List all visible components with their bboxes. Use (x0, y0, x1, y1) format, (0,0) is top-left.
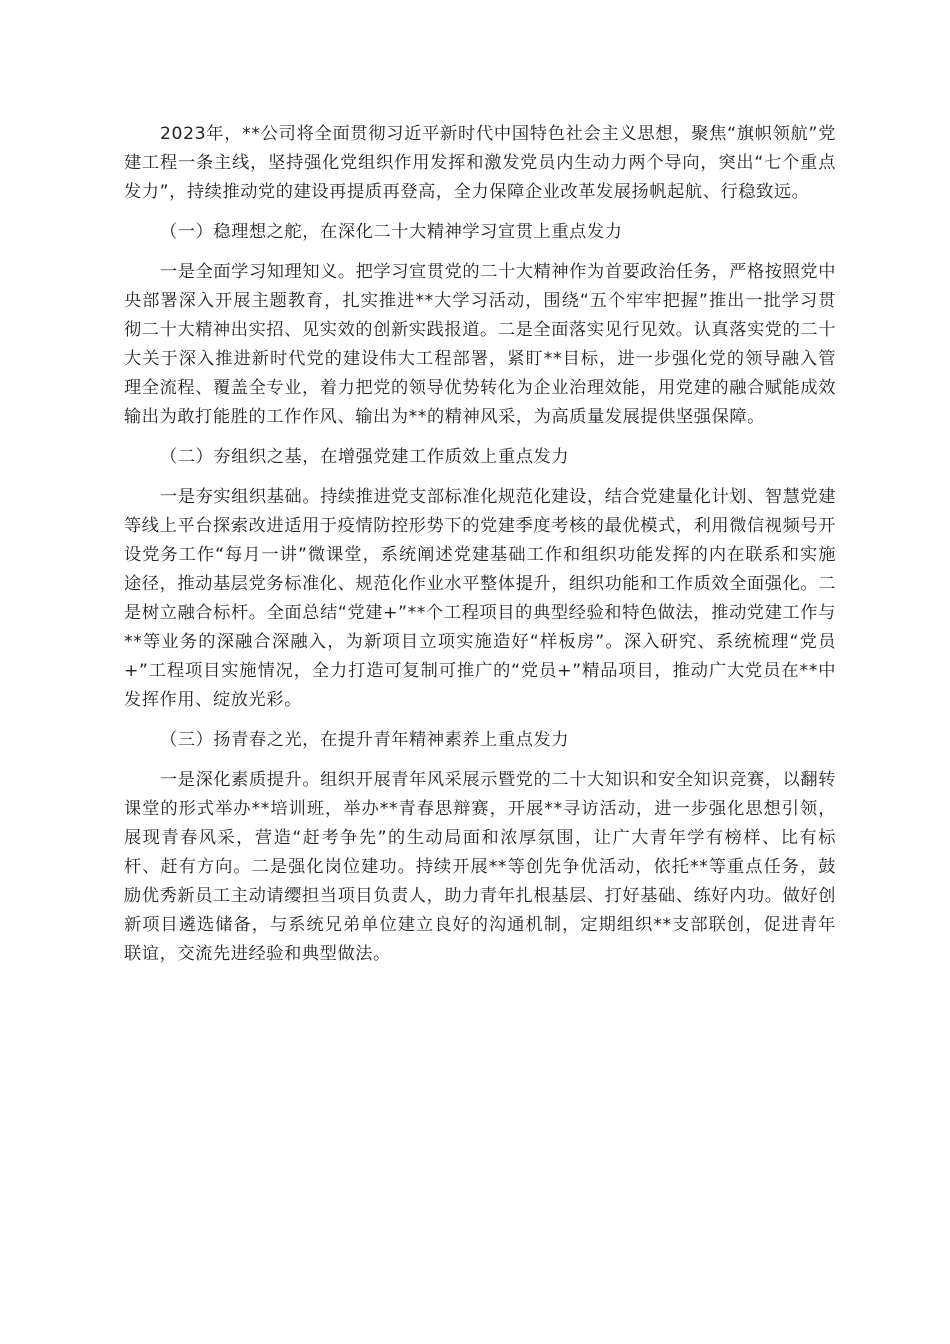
section-heading-1: （一）稳理想之舵，在深化二十大精神学习宣贯上重点发力 (160, 222, 623, 242)
section-body-2: 一是夯实组织基础。持续推进党支部标准化规范化建设，结合党建量化计划、智慧党建等线上平台探索改进适用于疫情防控形势下的党建季度考核的最优模式，利用微信视频号开设党务工作“每月一讲”微课堂，系统阐述党建基础工作和组织功能发挥的内在联系和实施途径，推动基层党务标准化、规范化作业水平整体提升，组织功能和工作质效全面强化。二是树立融合标杆。全面总结“党建+”**个工程项目的典型经验和特色做法，推动党建工作与**等业务的深融合深融入，为新项目立项实施造好“样板房”。深入研究、系统梳理“党员+”工程项目实施情况，全力打造可复制可推广的“党员+”精品项目，推动广大党员在**中发挥作用、绽放光彩。 (124, 487, 836, 710)
document-body (124, 120, 836, 980)
section-body-1: 一是全面学习知理知义。把学习宣贯党的二十大精神作为首要政治任务，严格按照党中央部署深入开展主题教育，扎实推进**大学习活动，围绕“五个牢牢把握”推出一批学习贯彻二十大精神出实招、见实效的创新实践报道。二是全面落实见行见效。认真落实党的二十大关于深入推进新时代党的建设伟大工程部署，紧盯**目标，进一步强化党的领导融入管理全流程、覆盖全专业，着力把党的领导优势转化为企业治理效能，用党建的融合赋能成效输出为敢打能胜的工作作风、输出为**的精神风采，为高质量发展提供坚强保障。 (124, 262, 836, 427)
section-body-3: 一是深化素质提升。组织开展青年风采展示暨党的二十大知识和安全知识竞赛，以翻转课堂的形式举办**培训班，举办**青春思辩赛，开展**寻访活动，进一步强化思想引领，展现青春风采，营造“赶考争先”的生动局面和浓厚氛围，让广大青年学有榜样、比有标杆、赶有方向。二是强化岗位建功。持续开展**等创先争优活动，依托**等重点任务，鼓励优秀新员工主动请缨担当项目负责人，助力青年扎根基层、打好基础、练好内功。做好创新项目遴选储备，与系统兄弟单位建立良好的沟通机制，定期组织**支部联创，促进青年联谊，交流先进经验和典型做法。 (124, 770, 836, 964)
section-heading-2: （二）夯组织之基，在增强党建工作质效上重点发力 (160, 447, 570, 467)
section-heading-3: （三）扬青春之光，在提升青年精神素养上重点发力 (160, 730, 570, 750)
intro-paragraph: 2023年，**公司将全面贯彻习近平新时代中国特色社会主义思想，聚焦“旗帜领航”党建工程一条主线，坚持强化党组织作用发挥和激发党员内生动力两个导向，突出“七个重点发力”，持续推动党的建设再提质再登高，全力保障企业改革发展扬帆起航、行稳致远。 (124, 124, 836, 202)
